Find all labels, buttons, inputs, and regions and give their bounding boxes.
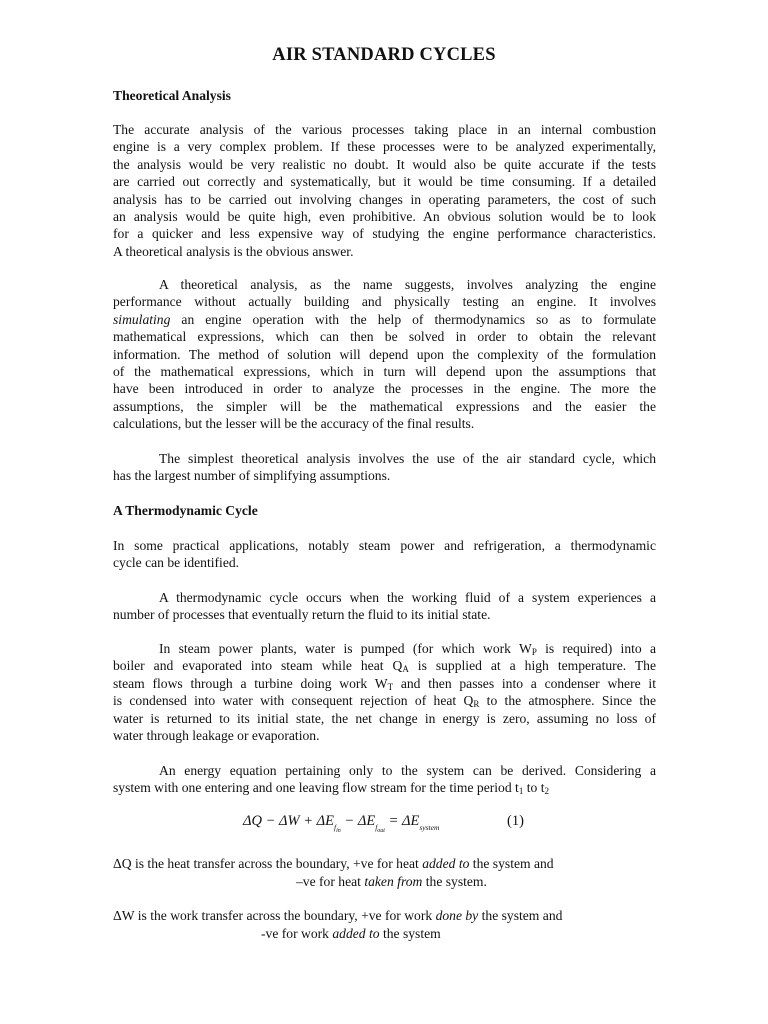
text-line: assumptions, the simpler will be the mathematical expressions and the easier the (113, 398, 656, 414)
section-heading-thermodynamic-cycle: A Thermodynamic Cycle (113, 503, 258, 518)
text-line: the analysis would be very realistic no doubt. It would also be quite accurate if the tests (113, 156, 656, 172)
definition-delta-q-continued: –ve for heat taken from the system. (296, 874, 487, 889)
text-line: an analysis would be quite high, even prohibitive. An obvious solution would be to look (113, 209, 656, 225)
text-line: In some practical applications, notably steam power and refrigeration, a thermodynamic (113, 538, 656, 553)
text-line: A thermodynamic cycle occurs when the working fluid of a system experiences a (159, 590, 656, 605)
text-line: are carried out correctly and systematically, but it would be time consuming. If a detailed (113, 174, 656, 190)
section-heading-theoretical-analysis: Theoretical Analysis (113, 88, 231, 103)
paragraph-simplest-analysis (113, 450, 656, 485)
text-line: have been introduced in order to analyze the processes in the engine. The more the (113, 381, 656, 397)
emphasis-simulating: simulating (113, 311, 171, 327)
text-line: cycle can be identified. (113, 555, 240, 571)
text-line: A theoretical analysis, as the name suggests, involves analyzing the engine (159, 277, 656, 292)
text-line: steam flows through a turbine doing work $W_T$ and then passes into a condenser where it (113, 675, 656, 692)
text-line: calculations, but the lesser will be the accuracy of the final results. (113, 416, 475, 432)
text-line: engine is a very complex problem. If these processes were to be analyzed experimentally, (113, 139, 656, 155)
text-line: In steam power plants, water is pumped (for which work $W_P$ is required) into a (159, 641, 656, 657)
text-line: The simplest theoretical analysis involves the use of the air standard cycle, which (159, 451, 656, 466)
paragraph-steam-power-plants (113, 640, 656, 744)
paragraph-intro (113, 121, 656, 260)
paragraph-energy-equation (113, 762, 656, 797)
text-line: simulating an engine operation with the help of thermodynamics so as to formulate (113, 311, 656, 327)
text-line: is condensed into water with consequent rejection of heat $Q_R$ to the atmosphere. Since the (113, 693, 656, 710)
text-line: analysis has to be carried out involving changes in operating parameters, the cost of such (113, 191, 656, 207)
text-line: mathematical expressions, which can then be solved in order to obtain the relevant (113, 329, 656, 345)
text-line: A theoretical analysis is the obvious answer. (113, 243, 354, 259)
paragraph-theoretical-analysis (113, 276, 656, 433)
text-line: information. The method of solution will depend upon the complexity of the formulation (113, 346, 656, 362)
text-line: boiler and evaporated into steam while heat $Q_A$ is supplied at a high temperature. The (113, 658, 656, 675)
text-line: The accurate analysis of the various processes taking place in an internal combustion (113, 122, 656, 137)
equation-expression: $\Delta Q - \Delta W + \Delta E_{f_{in}} - \Delta E_{f_{out}} = \Delta E_{system}$ (243, 813, 440, 834)
text-line: water through leakage or evaporation. (113, 728, 320, 744)
text-line: of the mathematical expressions, which in turn will depend upon the assumptions that (113, 364, 656, 380)
definition-delta-w-continued: -ve for work added to the system (261, 926, 441, 941)
page-title: AIR STANDARD CYCLES (272, 45, 496, 65)
text-line: performance without actually building and physically testing an engine. It involves (113, 294, 656, 310)
text-line: water is returned to its initial state, the net change in energy is zero, assuming no loss of (113, 710, 656, 726)
equation-number: (1) (507, 813, 524, 829)
text-line: An energy equation pertaining only to the system can be derived. Considering a (159, 763, 656, 778)
text-line: for a quicker and less expensive way of studying the engine performance characteristics. (113, 226, 656, 242)
text-line: system with one entering and one leaving flow stream for the time period $t_1$ to $t_2$ (113, 780, 549, 797)
definition-delta-q: ΔQ is the heat transfer across the boundary, +ve for heat added to the system and (113, 856, 554, 871)
paragraph-practical-applications (113, 537, 656, 572)
text-line: has the largest number of simplifying assumptions. (113, 468, 391, 484)
text-line: number of processes that eventually return the fluid to its initial state. (113, 607, 491, 623)
definition-delta-w: ΔW is the work transfer across the boundary, +ve for work done by the system and (113, 908, 563, 923)
paragraph-cycle-definition (113, 589, 656, 624)
